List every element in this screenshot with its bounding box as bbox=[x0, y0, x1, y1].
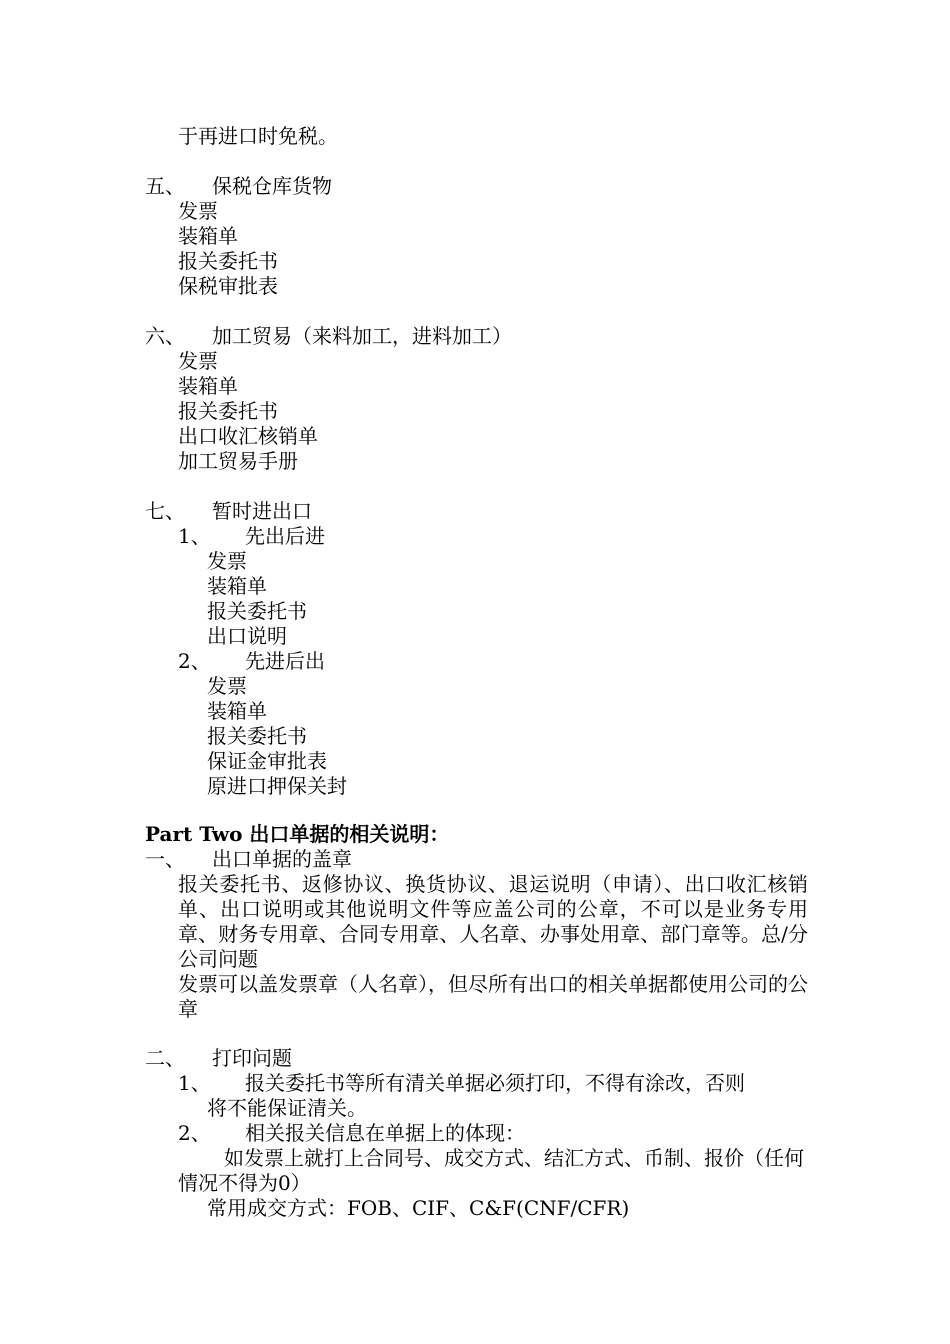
p2-item-1-text: 报关委托书等所有清关单据必须打印，不得有涂改，否则 bbox=[245, 1071, 745, 1095]
list-item: 装箱单 bbox=[178, 224, 238, 248]
list-item: 装箱单 bbox=[207, 574, 267, 598]
list-item: 发票 bbox=[178, 199, 218, 223]
list-item: 出口收汇核销单 bbox=[178, 424, 318, 448]
section-5-title: 保税仓库货物 bbox=[212, 174, 332, 198]
subsection-2-title: 先进后出 bbox=[245, 649, 325, 673]
list-item: 装箱单 bbox=[207, 699, 267, 723]
part-two-heading bbox=[145, 822, 449, 847]
list-item: 报关委托书 bbox=[207, 599, 307, 623]
p2-item-2-text: 相关报关信息在单据上的体现： bbox=[245, 1121, 525, 1145]
p2-item-2-number: 2、 bbox=[178, 1121, 211, 1145]
p2-item-1-number: 1、 bbox=[178, 1071, 211, 1095]
part-two-heading-en: Part Two bbox=[145, 822, 243, 846]
continuation-line: 于再进口时免税。 bbox=[178, 124, 338, 148]
section-6-number: 六、 bbox=[145, 324, 185, 348]
list-item: 报关委托书 bbox=[207, 724, 307, 748]
list-item: 保税审批表 bbox=[178, 274, 278, 298]
p2-item-1-continuation: 将不能保证清关。 bbox=[207, 1096, 367, 1120]
list-item: 保证金审批表 bbox=[207, 749, 327, 773]
p2-item-2-paragraph: 如发票上就打上合同号、成交方式、结汇方式、币制、报价（任何情况不得为0） bbox=[178, 1146, 804, 1195]
section-6-title: 加工贸易（来料加工，进料加工） bbox=[212, 324, 512, 348]
p2-section-1-title: 出口单据的盖章 bbox=[212, 847, 352, 871]
list-item: 报关委托书 bbox=[178, 249, 278, 273]
p2-section-1-paragraph-2: 发票可以盖发票章（人名章），但尽所有出口的相关单据都使用公司的公章 bbox=[178, 972, 808, 1021]
list-item: 装箱单 bbox=[178, 374, 238, 398]
list-item: 出口说明 bbox=[207, 624, 287, 648]
p2-section-2-number: 二、 bbox=[145, 1046, 185, 1070]
part-two-heading-cn: 出口单据的相关说明： bbox=[242, 822, 450, 846]
subsection-1-number: 1、 bbox=[178, 524, 211, 548]
p2-section-2-title: 打印问题 bbox=[212, 1046, 292, 1070]
p2-section-1-number: 一、 bbox=[145, 847, 185, 871]
list-item: 发票 bbox=[178, 349, 218, 373]
list-item: 加工贸易手册 bbox=[178, 449, 298, 473]
section-7-number: 七、 bbox=[145, 499, 185, 523]
section-5-number: 五、 bbox=[145, 174, 185, 198]
list-item: 发票 bbox=[207, 549, 247, 573]
section-7-title: 暂时进出口 bbox=[212, 499, 312, 523]
subsection-1-title: 先出后进 bbox=[245, 524, 325, 548]
p2-item-2-last-line: 常用成交方式：FOB、CIF、C&F(CNF/CFR) bbox=[207, 1196, 630, 1220]
subsection-2-number: 2、 bbox=[178, 649, 211, 673]
p2-section-1-paragraph-1: 报关委托书、返修协议、换货协议、退运说明（申请）、出口收汇核销单、出口说明或其他说明文件等应盖公司的公章，不可以是业务专用章、财务专用章、合同专用章、人名章、办事处用章、部门章等。总/分公司问题 bbox=[178, 872, 808, 971]
list-item: 发票 bbox=[207, 674, 247, 698]
list-item: 原进口押保关封 bbox=[207, 774, 347, 798]
list-item: 报关委托书 bbox=[178, 399, 278, 423]
